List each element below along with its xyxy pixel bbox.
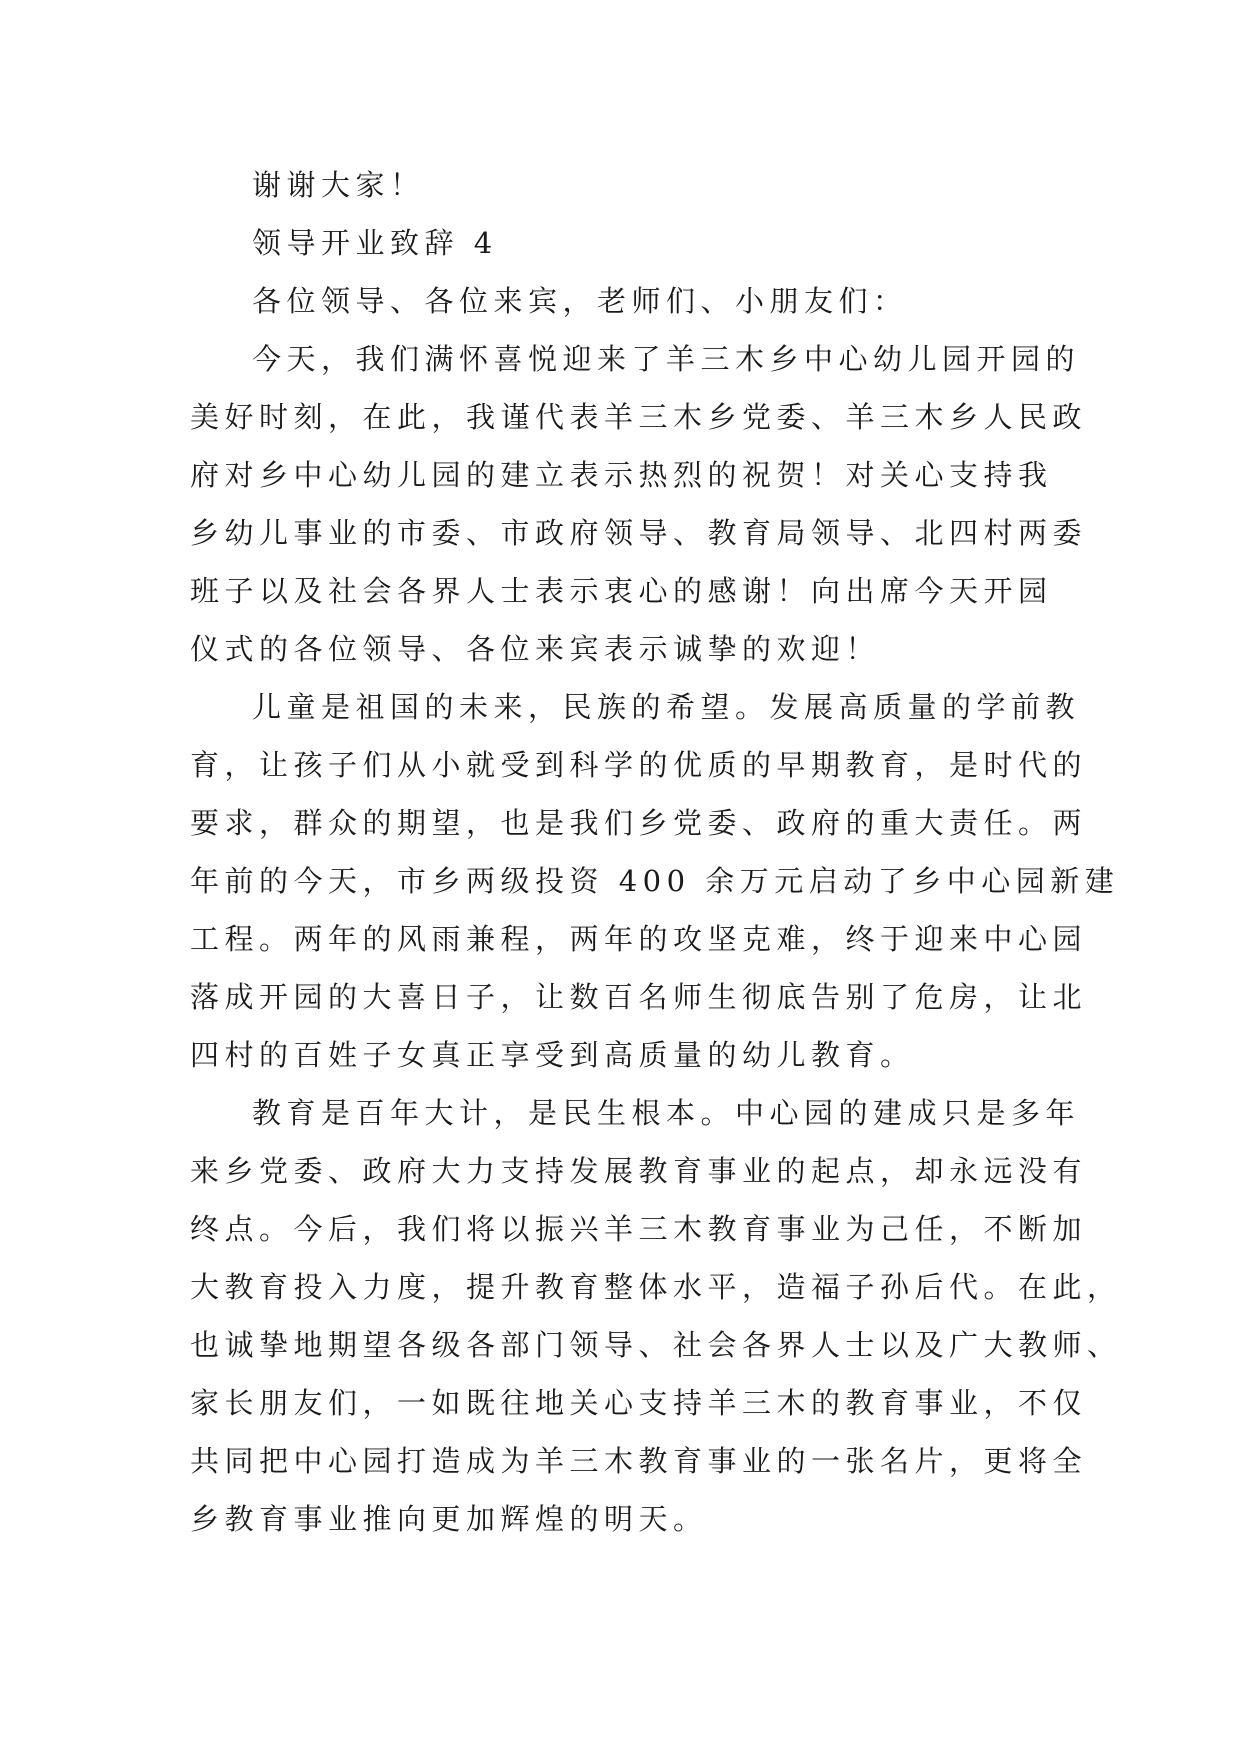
text-line: 也诚挚地期望各级各部门领导、社会各界人士以及广大教师、 (190, 1328, 1122, 1362)
text-line: 落成开园的大喜日子，让数百名师生彻底告别了危房，让北 (190, 980, 1088, 1014)
text-line: 教育是百年大计，是民生根本。中心园的建成只是多年 (252, 1096, 1081, 1130)
text-line: 儿童是祖国的未来，民族的希望。发展高质量的学前教 (252, 690, 1081, 724)
paragraph-education (190, 1084, 1122, 1548)
text-line: 大教育投入力度，提升教育整体水平，造福子孙后代。在此， (190, 1270, 1122, 1304)
text-line: 来乡党委、政府大力支持发展教育事业的起点，却永远没有 (190, 1154, 1088, 1188)
text-line: 美好时刻，在此，我谨代表羊三木乡党委、羊三木乡人民政 (190, 400, 1088, 434)
text-line: 乡教育事业推向更加辉煌的明天。 (190, 1502, 708, 1536)
text-line: 班子以及社会各界人士表示衷心的感谢！向出席今天开园 (190, 574, 1053, 608)
paragraph-children (190, 678, 1120, 1084)
paragraph-opening (190, 330, 1088, 678)
text-line: 府对乡中心幼儿园的建立表示热烈的祝贺！对关心支持我 (190, 458, 1053, 492)
text-line: 年前的今天，市乡两级投资 400 余万元启动了乡中心园新建 (190, 864, 1120, 898)
paragraph-thanks (190, 156, 1050, 214)
text-line: 仪式的各位领导、各位来宾表示诚挚的欢迎！ (190, 632, 881, 666)
text-line: 终点。今后，我们将以振兴羊三木教育事业为己任，不断加 (190, 1212, 1088, 1246)
text-line: 育，让孩子们从小就受到科学的优质的早期教育，是时代的 (190, 748, 1088, 782)
text-line: 四村的百姓子女真正享受到高质量的幼儿教育。 (190, 1038, 915, 1072)
text-line: 谢谢大家！ (252, 168, 425, 202)
section-title: 领导开业致辞 4 (252, 226, 498, 260)
paragraph-salutation (190, 272, 1050, 330)
text-line: 家长朋友们，一如既往地关心支持羊三木的教育事业，不仅 (190, 1386, 1088, 1420)
text-line: 工程。两年的风雨兼程，两年的攻坚克难，终于迎来中心园 (190, 922, 1088, 956)
text-line: 共同把中心园打造成为羊三木教育事业的一张名片，更将全 (190, 1444, 1088, 1478)
document-body (190, 156, 1122, 1548)
text-line: 要求，群众的期望，也是我们乡党委、政府的重大责任。两 (190, 806, 1088, 840)
text-line: 今天，我们满怀喜悦迎来了羊三木乡中心幼儿园开园的 (252, 342, 1081, 376)
text-line: 乡幼儿事业的市委、市政府领导、教育局领导、北四村两委 (190, 516, 1088, 550)
salutation-line: 各位领导、各位来宾，老师们、小朋友们： (252, 284, 908, 318)
paragraph-title (190, 214, 1050, 272)
